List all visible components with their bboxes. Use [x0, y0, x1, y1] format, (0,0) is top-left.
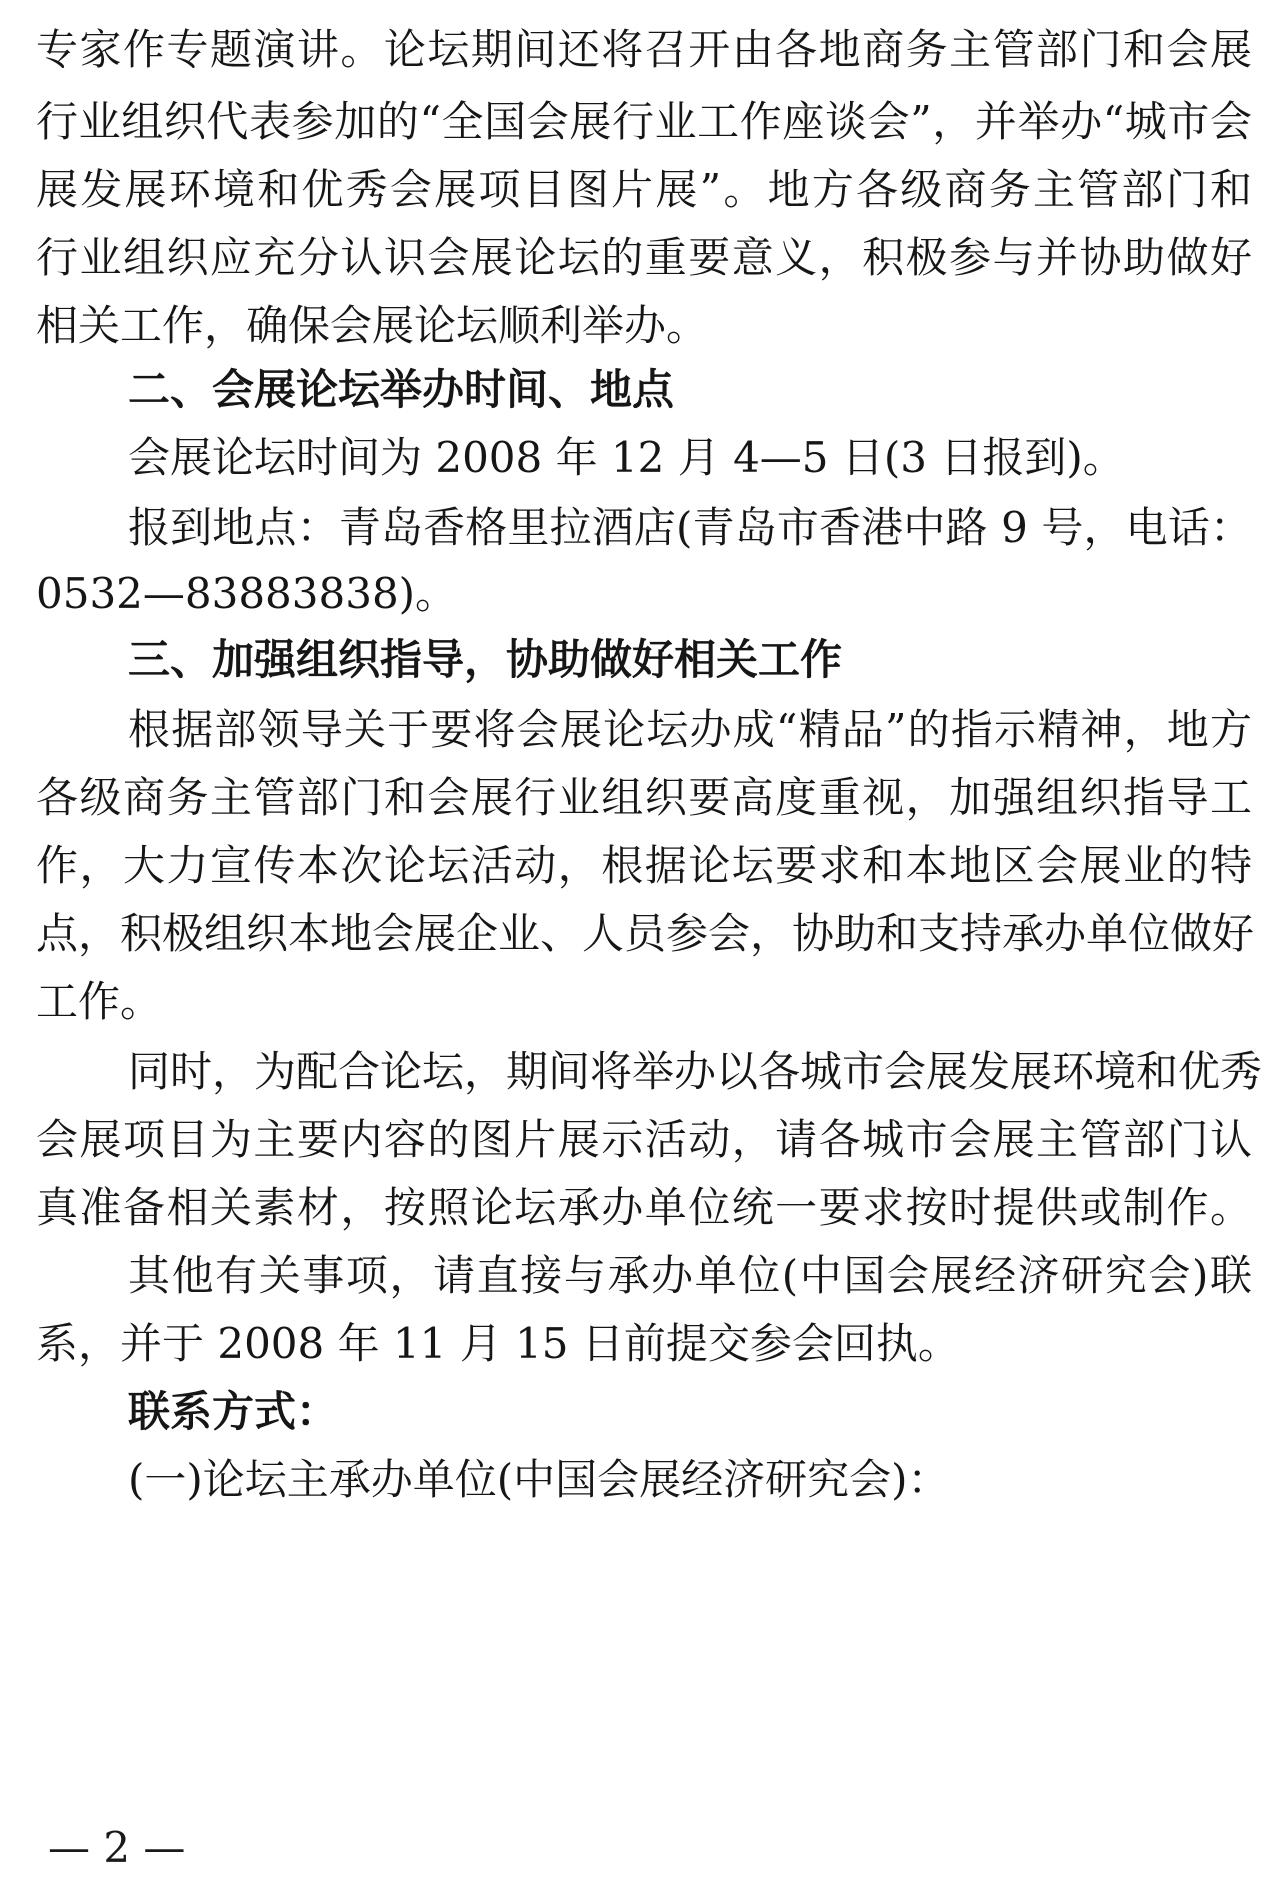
section-heading: 二、会展论坛举办时间、地点 — [128, 365, 675, 414]
paragraph-line: 各级商务主管部门和会展行业组织要高度重视，加强组织指导工 — [36, 773, 1252, 822]
paragraph-line: 其他有关事项，请直接与承办单位(中国会展经济研究会)联 — [128, 1251, 1252, 1300]
section-heading: 三、加强组织指导，协助做好相关工作 — [128, 635, 843, 684]
paragraph-line: 根据部领导关于要将会展论坛办成“精品”的指示精神，地方 — [128, 705, 1252, 754]
paragraph-line: 会展项目为主要内容的图片展示活动，请各城市会展主管部门认 — [36, 1115, 1252, 1164]
page-number: — 2 — — [48, 1823, 186, 1872]
paragraph-line: 作，大力宣传本次论坛活动，根据论坛要求和本地区会展业的特 — [36, 841, 1252, 890]
paragraph-line: 真准备相关素材，按照论坛承办单位统一要求按时提供或制作。 — [36, 1183, 1252, 1232]
paragraph-line: 工作。 — [36, 977, 163, 1026]
paragraph-line: 相关工作，确保会展论坛顺利举办。 — [36, 301, 709, 350]
venue-phone: 0532—83883838)。 — [36, 569, 458, 618]
paragraph-line: 同时，为配合论坛，期间将举办以各城市会展发展环境和优秀 — [128, 1047, 1263, 1096]
venue-line: 报到地点：青岛香格里拉酒店(青岛市香港中路 9 号，电话： — [128, 503, 1252, 552]
paragraph-line: 专家作专题演讲。论坛期间还将召开由各地商务主管部门和会展 — [36, 25, 1252, 74]
paragraph-line: 展发展环境和优秀会展项目图片展”。地方各级商务主管部门和 — [36, 165, 1252, 214]
contact-item: (一)论坛主承办单位(中国会展经济研究会)： — [128, 1455, 950, 1504]
paragraph-line: 点，积极组织本地会展企业、人员参会，协助和支持承办单位做好 — [36, 909, 1255, 958]
event-time: 会展论坛时间为 2008 年 12 月 4—5 日(3 日报到)。 — [128, 433, 1125, 482]
paragraph-line: 行业组织应充分认识会展论坛的重要意义，积极参与并协助做好 — [36, 233, 1252, 282]
paragraph-line: 行业组织代表参加的“全国会展行业工作座谈会”，并举办“城市会 — [36, 97, 1252, 146]
paragraph-line: 系，并于 2008 年 11 月 15 日前提交参会回执。 — [36, 1319, 960, 1368]
contact-heading: 联系方式： — [128, 1387, 339, 1436]
